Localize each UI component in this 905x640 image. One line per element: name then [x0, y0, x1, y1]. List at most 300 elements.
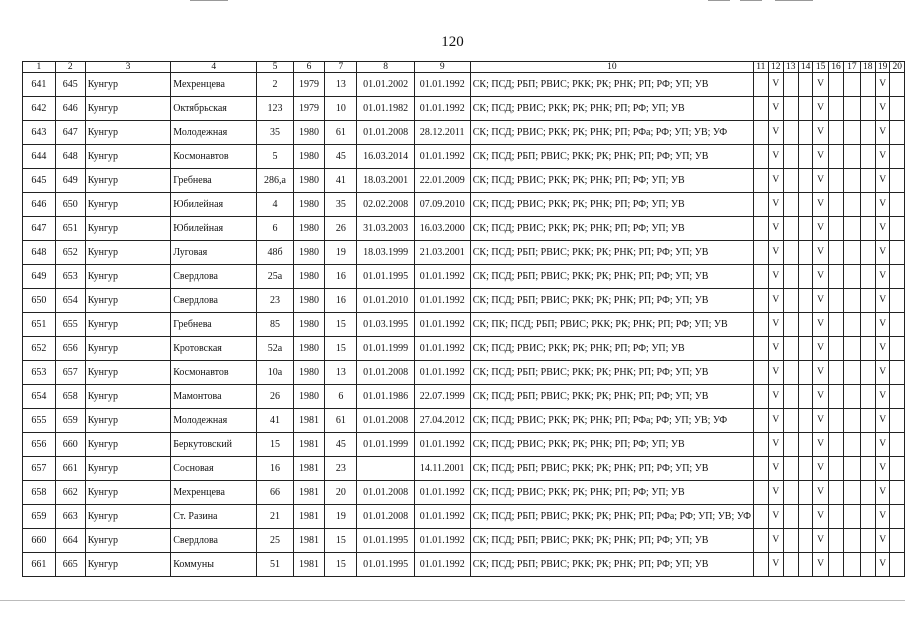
- mark-cell-16: [828, 313, 843, 337]
- street-cell: Ст. Разина: [171, 505, 257, 529]
- street-cell: Молодежная: [171, 409, 257, 433]
- record-number: 654: [55, 289, 85, 313]
- mark-cell-13: [783, 289, 798, 313]
- city-cell: Кунгур: [85, 313, 171, 337]
- table-row: [23, 337, 905, 361]
- row-number: 650: [23, 289, 56, 313]
- column-header-17: 17: [844, 62, 860, 73]
- street-cell: Свердлова: [171, 529, 257, 553]
- date-2-cell: 01.01.1992: [414, 337, 470, 361]
- date-1-cell: 16.03.2014: [357, 145, 414, 169]
- mark-cell-17: [844, 313, 860, 337]
- mark-cell-16: [828, 169, 843, 193]
- mark-cell-12: V: [768, 265, 783, 289]
- documents-cell: СК; ПСД; РВИС; РКК; РК; РНК; РП; РФ; УП; УВ: [470, 169, 753, 193]
- mark-cell-11: [753, 193, 768, 217]
- mark-cell-15: V: [813, 457, 828, 481]
- street-cell: Коммуны: [171, 553, 257, 577]
- documents-cell: СК; ПСД; РБП; РВИС; РКК; РК; РНК; РП; РФ; УП; УВ: [470, 145, 753, 169]
- mark-cell-12: V: [768, 169, 783, 193]
- mark-cell-12: V: [768, 481, 783, 505]
- documents-cell: СК; ПСД; РВИС; РКК; РК; РНК; РП; РФ; УП; УВ: [470, 217, 753, 241]
- year-built-cell: 1980: [293, 313, 325, 337]
- date-1-cell: 01.03.1995: [357, 313, 414, 337]
- record-number: 657: [55, 361, 85, 385]
- row-number: 656: [23, 433, 56, 457]
- street-cell: Космонавтов: [171, 361, 257, 385]
- mark-cell-12: V: [768, 361, 783, 385]
- house-number-cell: 25: [257, 529, 293, 553]
- mark-cell-14: [798, 121, 813, 145]
- mark-cell-20: [890, 313, 905, 337]
- column-header-13: 13: [783, 62, 798, 73]
- row-number: 645: [23, 169, 56, 193]
- street-cell: Луговая: [171, 241, 257, 265]
- documents-cell: СК; ПСД; РБП; РВИС; РКК; РК; РНК; РП; РФ; УП; УВ: [470, 289, 753, 313]
- house-number-cell: 15: [257, 433, 293, 457]
- street-cell: Гребнева: [171, 169, 257, 193]
- date-2-cell: 01.01.1992: [414, 313, 470, 337]
- table-row: [23, 193, 905, 217]
- mark-cell-19: V: [875, 505, 890, 529]
- mark-cell-20: [890, 337, 905, 361]
- mark-cell-19: V: [875, 169, 890, 193]
- street-cell: Юбилейная: [171, 217, 257, 241]
- mark-cell-20: [890, 481, 905, 505]
- table-row: [23, 409, 905, 433]
- date-2-cell: 01.01.1992: [414, 289, 470, 313]
- table-row: [23, 313, 905, 337]
- mark-cell-13: [783, 337, 798, 361]
- record-number: 665: [55, 553, 85, 577]
- city-cell: Кунгур: [85, 265, 171, 289]
- mark-cell-18: [860, 553, 875, 577]
- record-number: 646: [55, 97, 85, 121]
- city-cell: Кунгур: [85, 337, 171, 361]
- city-cell: Кунгур: [85, 433, 171, 457]
- date-2-cell: 01.01.1992: [414, 481, 470, 505]
- documents-cell: СК; ПСД; РВИС; РКК; РК; РНК; РП; РФ; УП; УВ: [470, 337, 753, 361]
- mark-cell-17: [844, 241, 860, 265]
- table-row: [23, 97, 905, 121]
- year-built-cell: 1980: [293, 217, 325, 241]
- mark-cell-14: [798, 265, 813, 289]
- apartments-cell: 6: [325, 385, 357, 409]
- row-number: 657: [23, 457, 56, 481]
- date-2-cell: 01.01.1992: [414, 73, 470, 97]
- mark-cell-13: [783, 553, 798, 577]
- documents-cell: СК; ПСД; РБП; РВИС; РКК; РК; РНК; РП; РФ; УП; УВ: [470, 457, 753, 481]
- mark-cell-13: [783, 409, 798, 433]
- city-cell: Кунгур: [85, 73, 171, 97]
- mark-cell-19: V: [875, 241, 890, 265]
- mark-cell-12: V: [768, 121, 783, 145]
- mark-cell-19: V: [875, 265, 890, 289]
- date-2-cell: 22.07.1999: [414, 385, 470, 409]
- column-header-18: 18: [860, 62, 875, 73]
- city-cell: Кунгур: [85, 505, 171, 529]
- mark-cell-20: [890, 145, 905, 169]
- year-built-cell: 1980: [293, 193, 325, 217]
- city-cell: Кунгур: [85, 193, 171, 217]
- mark-cell-20: [890, 73, 905, 97]
- documents-cell: СК; ПСД; РВИС; РКК; РК; РНК; РП; РФ; УП; УВ: [470, 97, 753, 121]
- mark-cell-14: [798, 145, 813, 169]
- mark-cell-16: [828, 433, 843, 457]
- apartments-cell: 10: [325, 97, 357, 121]
- mark-cell-20: [890, 529, 905, 553]
- mark-cell-12: V: [768, 553, 783, 577]
- year-built-cell: 1980: [293, 361, 325, 385]
- date-2-cell: 07.09.2010: [414, 193, 470, 217]
- page-bottom-edge: [0, 600, 905, 601]
- city-cell: Кунгур: [85, 457, 171, 481]
- row-number: 648: [23, 241, 56, 265]
- city-cell: Кунгур: [85, 145, 171, 169]
- year-built-cell: 1980: [293, 265, 325, 289]
- table-row: [23, 289, 905, 313]
- documents-cell: СК; ПСД; РБП; РВИС; РКК; РК; РНК; РП; РФ; УП; УВ: [470, 241, 753, 265]
- house-number-cell: 286,а: [257, 169, 293, 193]
- scan-edge-mark: [190, 0, 228, 1]
- mark-cell-16: [828, 217, 843, 241]
- year-built-cell: 1981: [293, 481, 325, 505]
- column-header-12: 12: [768, 62, 783, 73]
- apartments-cell: 15: [325, 529, 357, 553]
- mark-cell-16: [828, 265, 843, 289]
- table-row: [23, 361, 905, 385]
- table-row: [23, 553, 905, 577]
- city-cell: Кунгур: [85, 385, 171, 409]
- mark-cell-15: V: [813, 241, 828, 265]
- mark-cell-17: [844, 193, 860, 217]
- mark-cell-16: [828, 361, 843, 385]
- mark-cell-11: [753, 409, 768, 433]
- table-row: [23, 385, 905, 409]
- column-header-15: 15: [813, 62, 828, 73]
- date-2-cell: 22.01.2009: [414, 169, 470, 193]
- house-number-cell: 23: [257, 289, 293, 313]
- date-2-cell: 01.01.1992: [414, 505, 470, 529]
- mark-cell-18: [860, 97, 875, 121]
- date-2-cell: 16.03.2000: [414, 217, 470, 241]
- mark-cell-15: V: [813, 193, 828, 217]
- mark-cell-11: [753, 217, 768, 241]
- mark-cell-17: [844, 73, 860, 97]
- column-header-16: 16: [828, 62, 843, 73]
- mark-cell-11: [753, 505, 768, 529]
- city-cell: Кунгур: [85, 361, 171, 385]
- date-1-cell: 01.01.2008: [357, 361, 414, 385]
- table-row: [23, 481, 905, 505]
- apartments-cell: 35: [325, 193, 357, 217]
- apartments-cell: 41: [325, 169, 357, 193]
- table-row: [23, 265, 905, 289]
- mark-cell-20: [890, 121, 905, 145]
- mark-cell-14: [798, 97, 813, 121]
- mark-cell-14: [798, 385, 813, 409]
- mark-cell-19: V: [875, 313, 890, 337]
- house-number-cell: 26: [257, 385, 293, 409]
- date-2-cell: 01.01.1992: [414, 265, 470, 289]
- mark-cell-19: V: [875, 97, 890, 121]
- mark-cell-14: [798, 505, 813, 529]
- mark-cell-11: [753, 73, 768, 97]
- mark-cell-19: V: [875, 409, 890, 433]
- mark-cell-14: [798, 433, 813, 457]
- record-number: 652: [55, 241, 85, 265]
- mark-cell-11: [753, 145, 768, 169]
- mark-cell-17: [844, 289, 860, 313]
- documents-cell: СК; ПСД; РВИС; РКК; РК; РНК; РП; РФ; УП; УВ: [470, 433, 753, 457]
- mark-cell-19: V: [875, 553, 890, 577]
- mark-cell-20: [890, 505, 905, 529]
- mark-cell-12: V: [768, 433, 783, 457]
- mark-cell-12: V: [768, 457, 783, 481]
- column-header-1: 1: [23, 62, 56, 73]
- mark-cell-19: V: [875, 145, 890, 169]
- mark-cell-17: [844, 121, 860, 145]
- mark-cell-18: [860, 145, 875, 169]
- mark-cell-19: V: [875, 457, 890, 481]
- street-cell: Сосновая: [171, 457, 257, 481]
- house-number-cell: 48б: [257, 241, 293, 265]
- date-2-cell: 01.01.1992: [414, 97, 470, 121]
- row-number: 649: [23, 265, 56, 289]
- row-number: 646: [23, 193, 56, 217]
- date-2-cell: 14.11.2001: [414, 457, 470, 481]
- mark-cell-18: [860, 505, 875, 529]
- table-row: [23, 433, 905, 457]
- mark-cell-11: [753, 97, 768, 121]
- documents-cell: СК; ПСД; РБП; РВИС; РКК; РК; РНК; РП; РФ; УП; УВ: [470, 529, 753, 553]
- mark-cell-14: [798, 313, 813, 337]
- mark-cell-19: V: [875, 193, 890, 217]
- mark-cell-11: [753, 169, 768, 193]
- documents-cell: СК; ПСД; РБП; РВИС; РКК; РК; РНК; РП; РФ; УП; УВ: [470, 73, 753, 97]
- mark-cell-15: V: [813, 505, 828, 529]
- mark-cell-20: [890, 169, 905, 193]
- row-number: 658: [23, 481, 56, 505]
- year-built-cell: 1980: [293, 241, 325, 265]
- record-number: 648: [55, 145, 85, 169]
- mark-cell-13: [783, 241, 798, 265]
- date-1-cell: 01.01.2008: [357, 409, 414, 433]
- mark-cell-12: V: [768, 73, 783, 97]
- house-number-cell: 25а: [257, 265, 293, 289]
- year-built-cell: 1979: [293, 73, 325, 97]
- mark-cell-17: [844, 385, 860, 409]
- mark-cell-14: [798, 553, 813, 577]
- mark-cell-19: V: [875, 217, 890, 241]
- documents-cell: СК; ПСД; РВИС; РКК; РК; РНК; РП; РФа; РФ; УП; УВ; УФ: [470, 121, 753, 145]
- mark-cell-18: [860, 241, 875, 265]
- mark-cell-12: V: [768, 241, 783, 265]
- documents-cell: СК; ПК; ПСД; РБП; РВИС; РКК; РК; РНК; РП; РФ; УП; УВ: [470, 313, 753, 337]
- mark-cell-15: V: [813, 73, 828, 97]
- mark-cell-17: [844, 409, 860, 433]
- date-1-cell: 01.01.2008: [357, 505, 414, 529]
- city-cell: Кунгур: [85, 289, 171, 313]
- mark-cell-15: V: [813, 289, 828, 313]
- mark-cell-12: V: [768, 97, 783, 121]
- street-cell: Юбилейная: [171, 193, 257, 217]
- city-cell: Кунгур: [85, 241, 171, 265]
- mark-cell-15: V: [813, 265, 828, 289]
- mark-cell-18: [860, 121, 875, 145]
- row-number: 660: [23, 529, 56, 553]
- street-cell: Космонавтов: [171, 145, 257, 169]
- mark-cell-17: [844, 481, 860, 505]
- table-row: [23, 121, 905, 145]
- street-cell: Мехренцева: [171, 481, 257, 505]
- mark-cell-16: [828, 553, 843, 577]
- date-1-cell: 01.01.1982: [357, 97, 414, 121]
- column-header-11: 11: [753, 62, 768, 73]
- mark-cell-17: [844, 217, 860, 241]
- mark-cell-16: [828, 73, 843, 97]
- mark-cell-20: [890, 385, 905, 409]
- house-number-cell: 4: [257, 193, 293, 217]
- apartments-cell: 26: [325, 217, 357, 241]
- mark-cell-18: [860, 529, 875, 553]
- mark-cell-11: [753, 481, 768, 505]
- mark-cell-12: V: [768, 145, 783, 169]
- mark-cell-12: V: [768, 337, 783, 361]
- mark-cell-18: [860, 481, 875, 505]
- mark-cell-11: [753, 529, 768, 553]
- date-1-cell: 01.01.2008: [357, 121, 414, 145]
- documents-cell: СК; ПСД; РБП; РВИС; РКК; РК; РНК; РП; РФ; УП; УВ: [470, 553, 753, 577]
- mark-cell-20: [890, 457, 905, 481]
- city-cell: Кунгур: [85, 409, 171, 433]
- city-cell: Кунгур: [85, 217, 171, 241]
- record-number: 658: [55, 385, 85, 409]
- mark-cell-12: V: [768, 289, 783, 313]
- apartments-cell: 15: [325, 313, 357, 337]
- mark-cell-20: [890, 241, 905, 265]
- mark-cell-18: [860, 193, 875, 217]
- house-number-cell: 51: [257, 553, 293, 577]
- mark-cell-13: [783, 193, 798, 217]
- table-row: [23, 241, 905, 265]
- table-row: [23, 73, 905, 97]
- column-header-20: 20: [890, 62, 905, 73]
- year-built-cell: 1980: [293, 289, 325, 313]
- record-number: 650: [55, 193, 85, 217]
- year-built-cell: 1980: [293, 169, 325, 193]
- mark-cell-16: [828, 409, 843, 433]
- mark-cell-19: V: [875, 73, 890, 97]
- house-number-cell: 16: [257, 457, 293, 481]
- mark-cell-17: [844, 97, 860, 121]
- documents-cell: СК; ПСД; РБП; РВИС; РКК; РК; РНК; РП; РФ; УП; УВ: [470, 361, 753, 385]
- street-cell: Свердлова: [171, 265, 257, 289]
- city-cell: Кунгур: [85, 97, 171, 121]
- mark-cell-16: [828, 529, 843, 553]
- mark-cell-20: [890, 97, 905, 121]
- year-built-cell: 1981: [293, 457, 325, 481]
- mark-cell-20: [890, 553, 905, 577]
- date-1-cell: 18.03.2001: [357, 169, 414, 193]
- scan-edge-mark: [775, 0, 813, 1]
- row-number: 654: [23, 385, 56, 409]
- mark-cell-17: [844, 145, 860, 169]
- mark-cell-18: [860, 313, 875, 337]
- street-cell: Беркутовский: [171, 433, 257, 457]
- mark-cell-11: [753, 433, 768, 457]
- record-number: 645: [55, 73, 85, 97]
- column-header-7: 7: [325, 62, 357, 73]
- row-number: 643: [23, 121, 56, 145]
- table-row: [23, 529, 905, 553]
- mark-cell-13: [783, 529, 798, 553]
- mark-cell-16: [828, 481, 843, 505]
- apartments-cell: 13: [325, 73, 357, 97]
- mark-cell-15: V: [813, 361, 828, 385]
- column-header-4: 4: [171, 62, 257, 73]
- date-1-cell: 01.01.1995: [357, 265, 414, 289]
- house-number-cell: 52а: [257, 337, 293, 361]
- documents-cell: СК; ПСД; РВИС; РКК; РК; РНК; РП; РФ; УП; УВ: [470, 481, 753, 505]
- mark-cell-20: [890, 265, 905, 289]
- mark-cell-18: [860, 265, 875, 289]
- mark-cell-15: V: [813, 529, 828, 553]
- scan-edge-mark: [740, 0, 762, 1]
- table-row: [23, 505, 905, 529]
- documents-cell: СК; ПСД; РБП; РВИС; РКК; РК; РНК; РП; РФа; РФ; УП; УВ; УФ: [470, 505, 753, 529]
- record-number: 659: [55, 409, 85, 433]
- year-built-cell: 1979: [293, 97, 325, 121]
- city-cell: Кунгур: [85, 121, 171, 145]
- documents-cell: СК; ПСД; РВИС; РКК; РК; РНК; РП; РФ; УП; УВ: [470, 193, 753, 217]
- date-1-cell: 01.01.2008: [357, 481, 414, 505]
- mark-cell-13: [783, 505, 798, 529]
- mark-cell-19: V: [875, 529, 890, 553]
- apartments-cell: 61: [325, 409, 357, 433]
- mark-cell-17: [844, 433, 860, 457]
- record-number: 661: [55, 457, 85, 481]
- apartments-cell: 45: [325, 145, 357, 169]
- mark-cell-13: [783, 217, 798, 241]
- mark-cell-19: V: [875, 433, 890, 457]
- date-2-cell: 01.01.1992: [414, 433, 470, 457]
- mark-cell-18: [860, 457, 875, 481]
- record-number: 662: [55, 481, 85, 505]
- date-1-cell: 01.01.1986: [357, 385, 414, 409]
- mark-cell-15: V: [813, 433, 828, 457]
- row-number: 653: [23, 361, 56, 385]
- table-row: [23, 217, 905, 241]
- mark-cell-19: V: [875, 385, 890, 409]
- table-row: [23, 169, 905, 193]
- date-1-cell: 31.03.2003: [357, 217, 414, 241]
- city-cell: Кунгур: [85, 169, 171, 193]
- house-number-cell: 21: [257, 505, 293, 529]
- year-built-cell: 1981: [293, 409, 325, 433]
- date-1-cell: 18.03.1999: [357, 241, 414, 265]
- mark-cell-18: [860, 433, 875, 457]
- row-number: 652: [23, 337, 56, 361]
- city-cell: Кунгур: [85, 481, 171, 505]
- mark-cell-16: [828, 121, 843, 145]
- row-number: 641: [23, 73, 56, 97]
- mark-cell-13: [783, 385, 798, 409]
- city-cell: Кунгур: [85, 529, 171, 553]
- mark-cell-15: V: [813, 145, 828, 169]
- mark-cell-11: [753, 553, 768, 577]
- mark-cell-20: [890, 289, 905, 313]
